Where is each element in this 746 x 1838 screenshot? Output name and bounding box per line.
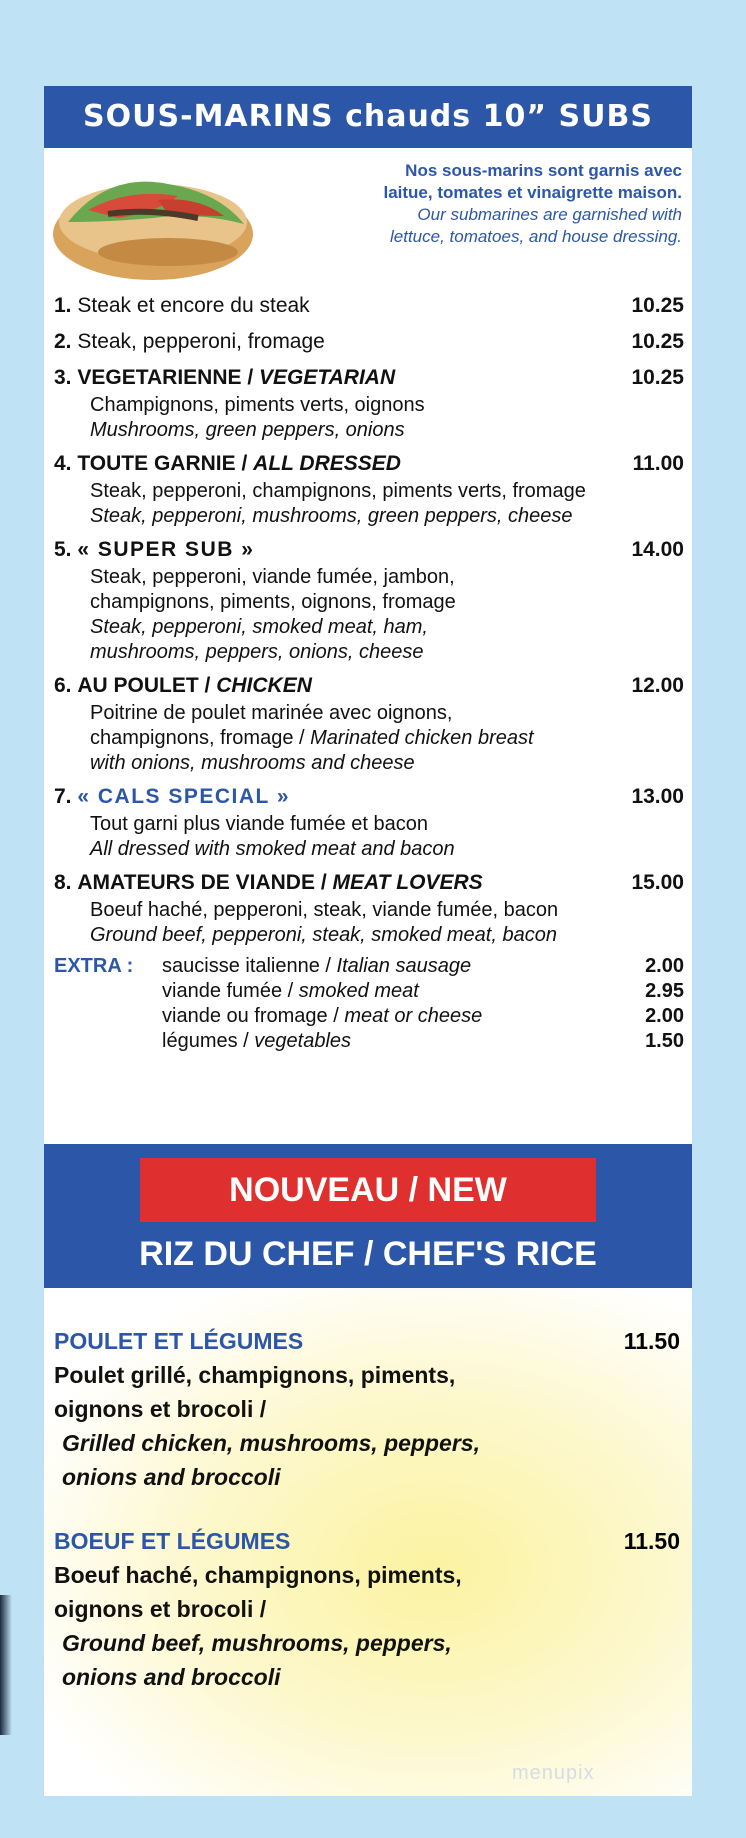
item-price: 12.00 (631, 674, 684, 697)
extra-price: 1.50 (645, 1030, 684, 1052)
rice-item-name: BOEUF ET LÉGUMES (54, 1528, 291, 1554)
menu-item (54, 671, 684, 776)
item-number: 2. (54, 330, 72, 353)
intro-en-line2: lettuce, tomatoes, and house dressing. (389, 227, 682, 246)
item-desc-en: mushrooms, peppers, onions, cheese (90, 641, 424, 663)
subs-title: SOUS-MARINS chauds 10” SUBS (44, 86, 692, 148)
extra-price: 2.00 (645, 1005, 684, 1027)
extra-en: meat or cheese (344, 1005, 483, 1027)
item-name: Steak, pepperoni, fromage (77, 330, 325, 353)
item-number: 1. (54, 294, 72, 317)
item-number: 6. (54, 674, 72, 697)
item-desc-fr: champignons, piments, oignons, fromage (90, 591, 456, 613)
rice-desc-en: onions and broccoli (62, 1664, 281, 1690)
extra-price: 2.95 (645, 980, 684, 1002)
rice-item (54, 1524, 680, 1694)
rice-desc-en: Grilled chicken, mushrooms, peppers, (62, 1430, 480, 1456)
menu-item (54, 327, 684, 357)
extras-label: EXTRA : (54, 955, 134, 977)
subs-list (54, 291, 684, 1054)
rice-desc-fr: Boeuf haché, champignons, piments, (54, 1562, 462, 1588)
item-name: « CALS SPECIAL » (77, 785, 291, 808)
item-price: 10.25 (631, 366, 684, 389)
item-desc-en: All dressed with smoked meat and bacon (90, 838, 455, 860)
item-desc-en: Mushrooms, green peppers, onions (90, 419, 405, 441)
extra-row (162, 1029, 684, 1054)
item-desc-en: Steak, pepperoni, mushrooms, green peppers, cheese (90, 505, 573, 527)
item-number: 4. (54, 452, 72, 475)
item-price: 14.00 (631, 538, 684, 561)
item-price: 13.00 (631, 785, 684, 808)
intro-fr-line2: laitue, tomates et vinaigrette maison. (383, 183, 682, 202)
item-desc-fr: Steak, pepperoni, champignons, piments verts, fromage (90, 480, 586, 502)
menu-item (54, 535, 684, 665)
item-name-en: MEAT LOVERS (332, 871, 483, 894)
item-number: 3. (54, 366, 72, 389)
item-price: 11.00 (632, 452, 684, 475)
extras-section (54, 954, 684, 1054)
item-name-fr: AMATEURS DE VIANDE / (77, 871, 333, 894)
item-name-en: ALL DRESSED (253, 452, 401, 475)
menu-item (54, 868, 684, 948)
intro-en-line1: Our submarines are garnished with (417, 205, 682, 224)
extra-row (162, 1004, 684, 1029)
new-badge: NOUVEAU / NEW (140, 1158, 596, 1222)
rice-item-price: 11.50 (623, 1528, 680, 1554)
menu-item (54, 782, 684, 862)
item-desc-en: with onions, mushrooms and cheese (90, 752, 415, 774)
item-name-fr: VEGETARIENNE / (77, 366, 259, 389)
menu-item (54, 363, 684, 443)
item-desc-fr: Tout garni plus viande fumée et bacon (90, 813, 428, 835)
extra-en: smoked meat (298, 980, 419, 1002)
rice-desc-fr: oignons et brocoli / (54, 1396, 267, 1422)
extra-fr: viande ou fromage / (162, 1005, 345, 1027)
item-desc-fr: Poitrine de poulet marinée avec oignons, (90, 702, 453, 724)
extra-fr: saucisse italienne / (162, 955, 337, 977)
extra-en: vegetables (254, 1030, 352, 1052)
item-price: 10.25 (631, 330, 684, 353)
item-desc-fr: Boeuf haché, pepperoni, steak, viande fumée, bacon (90, 899, 559, 921)
rice-section (44, 1288, 692, 1796)
item-name: « SUPER SUB » (77, 538, 255, 561)
extra-row (162, 979, 684, 1004)
item-desc-fr: champignons, fromage / (90, 727, 311, 749)
rice-item (54, 1324, 680, 1494)
rice-item-price: 11.50 (623, 1328, 680, 1354)
rice-item-name: POULET ET LÉGUMES (54, 1328, 304, 1354)
chefs-rice-title: RIZ DU CHEF / CHEF'S RICE (139, 1235, 597, 1273)
extra-price: 2.00 (645, 955, 684, 977)
intro-text (282, 160, 682, 248)
item-number: 5. (54, 538, 72, 561)
extra-fr: légumes / (162, 1030, 255, 1052)
rice-desc-fr: Poulet grillé, champignons, piments, (54, 1362, 456, 1388)
item-name-en: VEGETARIAN (259, 366, 396, 389)
extra-row (162, 954, 684, 979)
item-name-fr: TOUTE GARNIE / (77, 452, 254, 475)
menu-panel (44, 86, 692, 1796)
menu-item (54, 449, 684, 529)
new-section-banner (44, 1144, 692, 1288)
item-price: 10.25 (631, 294, 684, 317)
item-desc-fr: Champignons, piments verts, oignons (90, 394, 425, 416)
item-desc-en: Steak, pepperoni, smoked meat, ham, (90, 616, 428, 638)
intro-fr-line1: Nos sous-marins sont garnis avec (405, 161, 682, 180)
rice-desc-en: Ground beef, mushrooms, peppers, (62, 1630, 452, 1656)
item-number: 8. (54, 871, 72, 894)
item-price: 15.00 (631, 871, 684, 894)
extra-fr: viande fumée / (162, 980, 299, 1002)
rice-desc-en: onions and broccoli (62, 1464, 281, 1490)
extra-en: Italian sausage (336, 955, 472, 977)
item-number: 7. (54, 785, 72, 808)
item-desc-fr: Steak, pepperoni, viande fumée, jambon, (90, 566, 455, 588)
menu-item (54, 291, 684, 321)
left-edge-shadow (0, 1595, 12, 1735)
menupix-watermark: menupix (512, 1762, 595, 1784)
item-desc-en: Marinated chicken breast (310, 727, 534, 749)
item-name: Steak et encore du steak (77, 294, 310, 317)
item-desc-en: Ground beef, pepperoni, steak, smoked meat, bacon (90, 924, 557, 946)
submarine-sandwich-image (48, 152, 258, 286)
item-name-en: CHICKEN (216, 674, 312, 697)
rice-desc-fr: oignons et brocoli / (54, 1596, 267, 1622)
item-name-fr: AU POULET / (77, 674, 217, 697)
